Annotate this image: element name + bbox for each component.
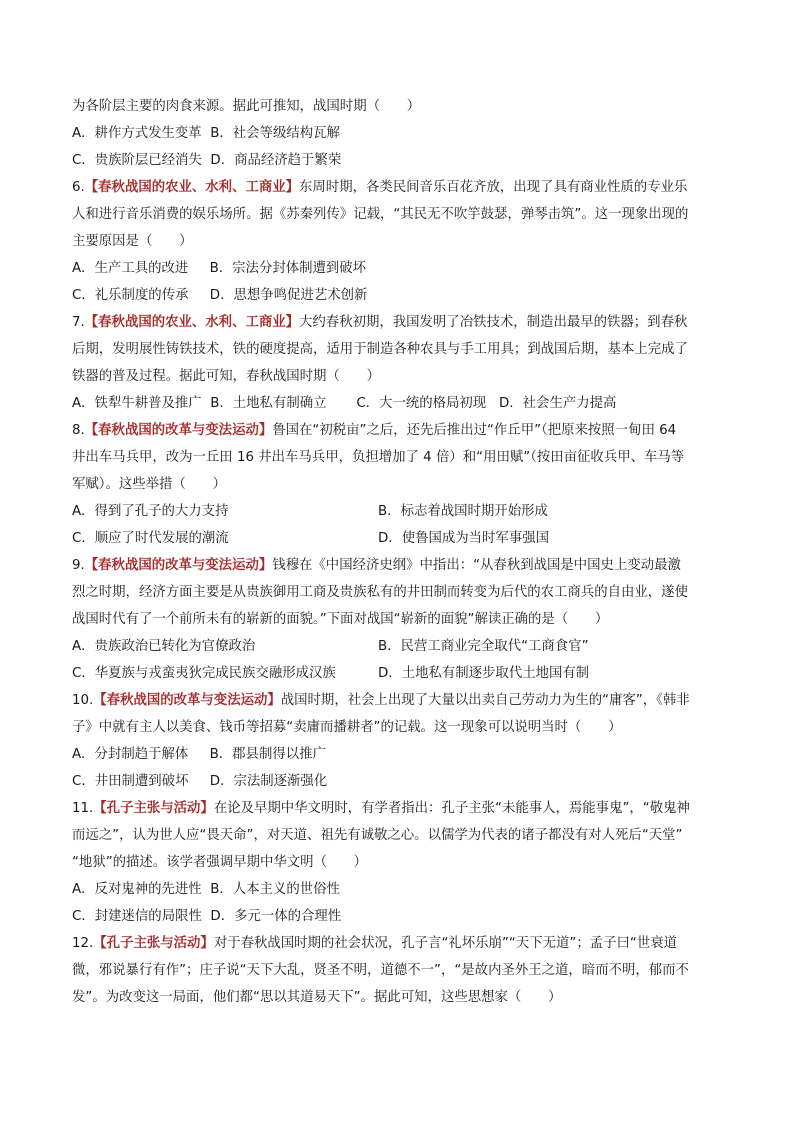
option-b: B．人本主义的世俗性 <box>210 882 340 897</box>
question-text: 钱穆在《中国经济史纲》中指出：“从春秋到战国是中国史上变动最激 <box>272 558 681 573</box>
question-6-stem <box>72 174 724 201</box>
option-row <box>72 120 724 147</box>
option-a: A．得到了孔子的大力支持 <box>72 504 229 519</box>
option-c: C．华夏族与戎蛮夷狄完成民族交融形成汉族 <box>72 666 336 681</box>
topic-tag: 【孔子主张与活动】 <box>93 801 214 816</box>
question-8-stem <box>72 417 724 444</box>
option-d: D．多元一体的合理性 <box>210 909 342 924</box>
question-text: 在论及早期中华文明时，有学者指出：孔子主张“未能事人，焉能事鬼”，“敬鬼神 <box>213 801 690 816</box>
question-text: 大约春秋初期，我国发明了冶铁技术，制造出最早的铁器；到春秋 <box>299 315 688 330</box>
option-b: B．郡县制得以推广 <box>209 747 326 762</box>
option-d: D．宗法制逐渐强化 <box>209 774 328 789</box>
topic-tag: 【春秋战国的改革与变法运动】 <box>84 558 273 573</box>
question-text: 东周时期，各类民间音乐百花齐放，出现了具有商业性质的专业乐 <box>299 180 688 195</box>
option-b: B．土地私有制确立 <box>210 396 327 411</box>
question-6-line: 人和进行音乐消费的娱乐场所。据《苏秦列传》记载，“其民无不吹竽鼓瑟，弹琴击筑”。这一现象出现的 <box>72 207 689 222</box>
question-10-stem <box>72 687 724 714</box>
option-row <box>72 741 724 768</box>
option-row <box>72 903 724 930</box>
question-text: 对于春秋战国时期的社会状况，孔子言“礼坏乐崩”“天下无道”；孟子曰“世衰道 <box>213 936 677 951</box>
option-d: D．社会生产力提高 <box>498 396 617 411</box>
option-a: A．铁犁牛耕普及推广 <box>72 396 202 411</box>
topic-tag: 【春秋战国的农业、水利、工商业】 <box>84 315 300 330</box>
option-b: B．社会等级结构瓦解 <box>210 126 340 141</box>
option-a: A．生产工具的改进 <box>72 261 189 276</box>
option-c: C．顺应了时代发展的潮流 <box>72 531 229 546</box>
option-b: B．标志着战国时期开始形成 <box>378 504 548 519</box>
question-number: 8. <box>72 423 85 438</box>
option-c: C．封建迷信的局限性 <box>72 909 202 924</box>
option-a: A．贵族政治已转化为官僚政治 <box>72 639 256 654</box>
option-c: C．大一统的格局初现 <box>356 396 487 411</box>
question-9-line: 烈之时期，经济方面主要是从贵族御用工商及贵族私有的井田制而转变为后代的农工商兵的自由业，遂使 <box>72 585 688 600</box>
option-row <box>72 633 724 660</box>
topic-tag: 【春秋战国的农业、水利、工商业】 <box>84 180 300 195</box>
question-number: 6. <box>72 180 85 195</box>
question-number: 11. <box>72 801 94 816</box>
question-7-line: 后期，发明展性铸铁技术，铁的硬度提高，适用于制造各种农具与手工用具；到战国后期，基本上完成了 <box>72 342 688 357</box>
question-7-stem <box>72 309 724 336</box>
question-10-line: 子》中就有主人以美食、钱币等招募“卖庸而播耕者”的记载。这一现象可以说明当时（ ） <box>72 720 622 735</box>
question-8-line: 井出车马兵甲，改为一丘田 16 井出车马兵甲，负担增加了 4 倍）和“用田赋”（按田亩征收兵甲、车马等 <box>72 450 685 465</box>
option-b: B．宗法分封体制遭到破坏 <box>209 261 367 276</box>
question-9-stem <box>72 552 724 579</box>
option-d: D．商品经济趋于繁荣 <box>210 153 342 168</box>
question-stem-line: 为各阶层主要的肉食来源。据此可推知，战国时期（ ） <box>72 99 421 114</box>
option-a: A．分封制趋于解体 <box>72 747 189 762</box>
option-row <box>72 282 724 309</box>
question-8-line: 军赋）。这些举措（ ） <box>72 477 226 492</box>
question-9-line: 战国时代有了一个前所未有的崭新的面貌。”下面对战国“崭新的面貌”解读正确的是（ ） <box>72 612 609 627</box>
document-page <box>72 93 724 1011</box>
option-row <box>72 876 724 903</box>
option-d: D．使鲁国成为当时军事强国 <box>378 531 549 546</box>
option-c: C．礼乐制度的传承 <box>72 288 189 303</box>
option-row <box>72 660 724 687</box>
question-number: 12. <box>72 936 94 951</box>
question-text: 鲁国在“初税亩”之后，还先后推出过“作丘甲”（把原来按照一甸田 64 <box>272 423 677 438</box>
question-11-line: 而远之”，认为世人应“畏天命”，对天道、祖先有诚敬之心。以儒学为代表的诸子都没有对人死后“天堂” <box>72 828 683 843</box>
question-6-line: 主要原因是（ ） <box>72 234 193 249</box>
question-12-line: 微，邪说暴行有作”；庄子说“天下大乱，贤圣不明，道德不一”，“是故内圣外王之道，暗而不明，郁而不 <box>72 963 689 978</box>
option-c: C．贵族阶层已经消失 <box>72 153 202 168</box>
option-d: D．思想争鸣促进艺术创新 <box>209 288 368 303</box>
question-7-line: 铁器的普及过程。据此可知，春秋战国时期（ ） <box>72 369 380 384</box>
question-11-stem <box>72 795 724 822</box>
option-row <box>72 525 724 552</box>
question-number: 9. <box>72 558 85 573</box>
option-d: D．土地私有制逐步取代土地国有制 <box>378 666 590 681</box>
topic-tag: 【春秋战国的改革与变法运动】 <box>84 423 273 438</box>
topic-tag: 【春秋战国的改革与变法运动】 <box>93 693 281 708</box>
option-row <box>72 147 724 174</box>
option-b: B．民营工商业完全取代“工商食官” <box>378 639 589 654</box>
question-12-stem <box>72 930 724 957</box>
option-row <box>72 768 724 795</box>
option-row <box>72 498 724 525</box>
question-number: 10. <box>72 693 94 708</box>
option-row <box>72 255 724 282</box>
question-11-line: “地狱”的描述。该学者强调早期中华文明（ ） <box>72 855 368 870</box>
option-row <box>72 390 724 417</box>
question-text: 战国时期，社会上出现了大量以出卖自己劳动力为生的“庸客”，《韩非 <box>280 693 690 708</box>
topic-tag: 【孔子主张与活动】 <box>93 936 214 951</box>
option-a: A．耕作方式发生变革 <box>72 126 202 141</box>
question-number: 7. <box>72 315 85 330</box>
question-12-line: 发”。为改变这一局面，他们都“思以其道易天下”。据此可知，这些思想家（ ） <box>72 990 562 1005</box>
option-a: A．反对鬼神的先进性 <box>72 882 202 897</box>
option-c: C．井田制遭到破坏 <box>72 774 189 789</box>
